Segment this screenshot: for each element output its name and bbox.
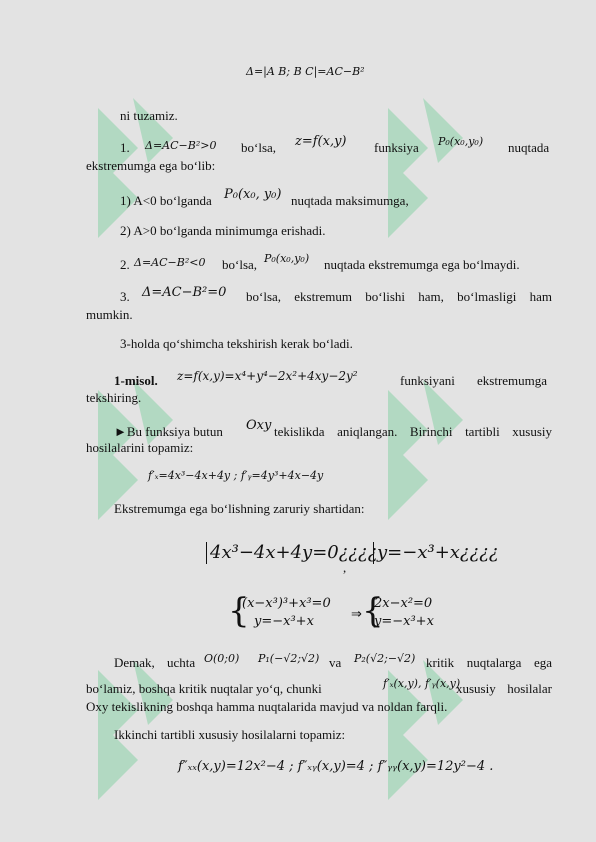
math-expr: P₀(x₀,y₀) bbox=[264, 252, 310, 265]
left-brace: { bbox=[228, 591, 250, 631]
text-line: bo‘lsa, bbox=[241, 140, 277, 155]
example-label: 1-misol. bbox=[114, 373, 158, 388]
system-1-left bbox=[206, 540, 377, 566]
text-line: ekstremumga ega bo‘lib: bbox=[86, 158, 216, 173]
math-expr: Δ=AC−B²<0 bbox=[134, 256, 206, 269]
delta-formula: Δ=|A B; B C|=AC−B² bbox=[246, 65, 365, 78]
text-line: Oxy tekislikning boshqa hamma nuqtalarida mavjud va noldan farqli. bbox=[86, 699, 448, 714]
text-line: bo‘lamiz, boshqa kritik nuqtalar yo‘q, chunki bbox=[86, 681, 322, 696]
text-line: 3-holda qo‘shimcha tekshirish kerak bo‘ladi. bbox=[120, 336, 353, 351]
system-2-right-line-1: 2x−x²=0 bbox=[374, 596, 433, 611]
text-line: tekshiring. bbox=[86, 390, 142, 405]
text-line: ►Bu funksiya butun bbox=[114, 424, 223, 439]
system-1-left-text: 4x³−4x+4y=0¿¿¿¿ bbox=[210, 542, 378, 563]
text-line: 3. bbox=[120, 289, 130, 304]
system-2-right-line-2: y=−x³+x bbox=[374, 614, 434, 629]
text-line: hosilalarini topamiz: bbox=[86, 440, 194, 455]
watermark-logo bbox=[368, 370, 488, 520]
text-line: mumkin. bbox=[86, 307, 133, 322]
text-line: funksiya bbox=[374, 140, 419, 155]
text-line: ni tuzamiz. bbox=[120, 108, 178, 123]
math-expr: z=f(x,y) bbox=[295, 134, 347, 149]
text-line: xususiy hosilalar bbox=[456, 681, 552, 696]
text-line: Ikkinchi tartibli xususiy hosilalarni topamiz: bbox=[114, 727, 346, 742]
math-expr: f′ₓ(x,y), f′ᵧ(x,y) bbox=[383, 677, 461, 690]
left-brace: { bbox=[362, 591, 384, 631]
text-line: uchta bbox=[167, 655, 196, 670]
watermark-logo bbox=[368, 650, 488, 800]
text-line: bo‘lsa, bbox=[222, 257, 258, 272]
first-derivatives: f′ₓ=4x³−4x+4y ; f′ᵧ=4y³+4x−4y bbox=[148, 469, 324, 482]
text-line: kritik nuqtalarga ega bbox=[426, 655, 552, 670]
math-expr: Oxy bbox=[246, 418, 272, 433]
system-1-right bbox=[373, 540, 499, 566]
point-p1: P₁(−√2;√2) bbox=[258, 652, 320, 665]
system-1-right-text: y=−x³+x¿¿¿¿ bbox=[377, 542, 499, 563]
second-derivatives: f″ₓₓ(x,y)=12x²−4 ; f″ₓᵧ(x,y)=4 ; f″ᵧᵧ(x,y)=12y²−4 . bbox=[178, 759, 494, 774]
implies-arrow: ⇒ bbox=[351, 606, 362, 621]
math-expr: P₀(x₀, y₀) bbox=[224, 187, 282, 202]
point-o: O(0;0) bbox=[204, 652, 240, 665]
system-2-line-1: (x−x³)³+x³=0 bbox=[242, 596, 331, 611]
text-line: Ekstremumga ega bo‘lishning zaruriy shartidan: bbox=[114, 501, 365, 516]
text-line: tekislikda aniqlangan. Birinchi tartibli xususiy bbox=[274, 424, 552, 439]
text-line: nuqtada bbox=[508, 140, 550, 155]
system-2-line-2: y=−x³+x bbox=[254, 614, 314, 629]
text-line: 1. bbox=[120, 140, 130, 155]
watermark-logo bbox=[368, 88, 488, 238]
text-line: funksiyani bbox=[400, 373, 455, 388]
text-line: 2. bbox=[120, 257, 130, 272]
text-line: 1) A<0 bo‘lganda bbox=[120, 193, 212, 208]
text-line: nuqtada ekstremumga ega bo‘lmaydi. bbox=[324, 257, 520, 272]
math-expr: Δ=AC−B²=0 bbox=[142, 285, 227, 300]
watermark-logo bbox=[78, 650, 198, 800]
comma: , bbox=[343, 560, 347, 575]
text-line: va bbox=[329, 655, 342, 670]
text-line: 2) A>0 bo‘lganda minimumga erishadi. bbox=[120, 223, 326, 238]
math-expr: P₀(x₀,y₀) bbox=[438, 135, 484, 148]
example-function: z=f(x,y)=x⁴+y⁴−2x²+4xy−2y² bbox=[177, 369, 358, 383]
text-line: bo‘lsa, ekstremum bo‘lishi ham, bo‘lmasligi ham bbox=[246, 289, 552, 304]
text-line: Demak, bbox=[114, 655, 155, 670]
point-p2: P₂(√2;−√2) bbox=[354, 652, 416, 665]
math-expr: Δ=AC−B²>0 bbox=[145, 139, 217, 152]
text-line: nuqtada maksimumga, bbox=[291, 193, 409, 208]
text-line: ekstremumga bbox=[477, 373, 548, 388]
